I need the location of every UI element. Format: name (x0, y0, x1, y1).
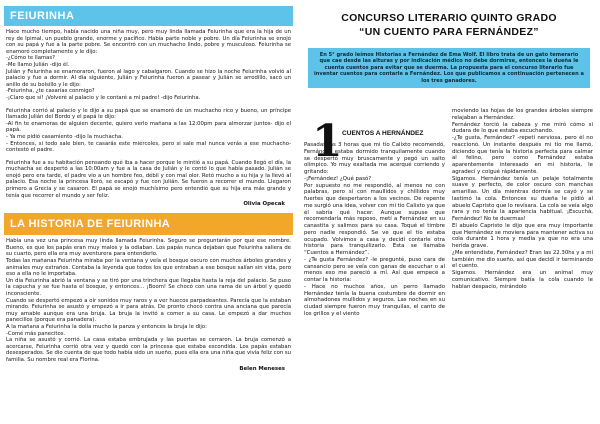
paragraph: Feiurinha fue a su habitación pensando qué iba a hacer porque le mintió a su papá. Cuando llegó el día, la muchacha se despertó a las 10:00am y fue a la casa de Julián y le contó lo que había pasado. Julián se enojó pero era tarde, el padre vio a un hombre feo, débil y con mal olor. Retó mucho a su hija y la llevó al palacio. Esa noche la princesa lloró, se escapó y fue con Julián. Se fueron a recorrer el mundo. Llegaron primero a Grecia y se casaron. El papá se enojó muchísimo pero entendió que su hija era más grande y tenía que recorrer el mundo y ser feliz. (6, 159, 291, 199)
right-column (302, 6, 596, 420)
paragraph: Fernández torció la cabeza y me miró cómo si dudara de lo que estaba escuchando. (452, 121, 593, 135)
story-column-a (304, 142, 445, 318)
paragraph: Había una vez una princesa muy linda llamada Feiurinha. Seguro se preguntarán por qué ese nombre. Bueno, es que los papás eran muy malos y la odiaban. Los papás nunca dejaban que Feiurinha saliera de su cuarto, pero ella era muy aventurera para entenderlo. (6, 238, 291, 258)
paragraph: - Hace no muchos años, un perro llamado Hernández tenía la buena costumbre de dormir en almohadones mullidos y seguros. Las noches en su ciudad siempre fueron muy tranquilas, el canto de los grillos y el viento (304, 283, 445, 317)
paragraph: -¡Claro que sí! ¡Volveré al palacio y le contaré a mi padre! -dijo Feiurinha. (6, 94, 201, 101)
paragraph: Todas las mañanas Feiurinha miraba por la ventana y veía el bosque oscuro con muchos árboles grandes y animales muy extraños. Contaba la leyenda que todos los que entraban a ese bosque salían sin vida, pero eso a ella no le importaba. (6, 258, 291, 278)
intro-box: En 5° grado leímos Historias a Fernández de Ema Wolf. El libro trata de un gato temerario que cae desde las alturas y por indicación médico no debe dormirse, entonces la dueña le cuenta cuentos para evitar que se duerma. La propuesta para el concurso literario fue inventar cuentos para contarle a Fernández. Los que publicamos a continuación pertenecen a los tres ganadores. (308, 48, 590, 88)
paragraph: -Me llamo Julián -dijo él. (6, 61, 70, 68)
feiurinha-story (4, 29, 293, 199)
contest-title: CONCURSO LITERARIO QUINTO GRADO (341, 12, 557, 24)
paragraph: Feiurinha corrió al palacio y le dijo a su papá que se enamoró de un muchacho rico y bueno, un príncipe llamado Julián del Bordo y el papá le dijo: (6, 107, 291, 121)
signature-olivia: Olivia Opecak (243, 201, 285, 208)
paragraph: Julián y Feiurinha se enamoraron, fueron al lago y cabalgaron. Cuando se hizo la noche Feiurinha volvió al palacio y fue a dormir. Al día siguiente, Julián y Feiurinha fueron a pasear y Julián se arrodilló, sacó un anillo de su bolsillo y le dijo: (6, 68, 291, 88)
paragraph: Hace mucho tiempo, había nacido una niña muy, pero muy linda llamada Feiurinha que era la hija de un rey de Ipimal, un pueblo grande, enorme y pacífico. Había parte noble y pobre. Un día Feiurinha se enojó con su papá y fue a la parte pobre. Se encontró con un muchacho lindo, pobre y musculoso. Feiurinha se enamoró completamente y le dijo: (6, 29, 291, 55)
story-title: CUENTOS A HERNÁNDEZ (342, 130, 424, 137)
paragraph: - Entonces, si todo sale bien, te casarás este miércoles, pero si sale mal nunca verás a ese muchacho- contestó el padre. (6, 140, 291, 154)
paragraph: -Feiurinha, ¿te casarías conmigo? (6, 88, 95, 95)
contest-header (302, 12, 596, 38)
contest-subtitle: “UN CUENTO PARA FERNÁNDEZ” (359, 26, 539, 38)
historia-story (4, 238, 293, 363)
left-column (4, 6, 293, 420)
historia-feiurinha-title: LA HISTORIA DE FEIURINHA (4, 213, 293, 235)
paragraph: ¿Me entendiste, Fernández? Eran las 22.30hs y a mí también me dio sueño, así que decidí ir terminando el cuento. (452, 249, 593, 270)
paragraph: - ¿Te gusta Fernández? -le pregunté, puso cara de cansancio pero se veía con ganas de escuchar o al menos eso me pareció a mí. Así que empecé a contar la historia: (304, 256, 445, 283)
paragraph: Cuando se despertó empezó a oír sonidos muy raros y a ver huecos parpadeantes. Parecía que la estaban mirando. Feiurinha se asustó y empezó a ir para atrás. De pronto chocó contra una anciana que parecía muy amable aunque era una bruja. La bruja la invitó a comer a su casa. Le empezó a dar muchos panecillos (porque era panadera). (6, 297, 291, 324)
paragraph: -Comé más panecitos. (6, 330, 66, 337)
paragraph: Un día Feiurinha abrió la ventana y se tiró por una trinchera que llegaba hasta la reja del palacio. Se puso la capucha y se fue hasta el bosque, y entonces... ¡Boom! Se chocó con una rama de un árbol y quedó inconsciente. (6, 277, 291, 297)
paragraph: Por supuesto no me respondió, al menos no con palabras, pero sí con maullidos y chillidos muy fuertes que despertaron a los vecinos. De repente me surgió una idea, volver con mi tío Calixto ya que él sabría qué hacer. Aunque supuse que recomendaría más reposo, metí a Fernández en su canastita y salimos para su casa. Toqué el timbre pero nadie respondió. Se ve que el tío estaba ocupado. Volvimos a casa y decidí contarle otra historia para tranquilizarlo. Esta se llamaba “Cuentos a Hernández”. (304, 182, 446, 256)
paragraph: Sigamos. Hernández tenía un pelaje totalmente suave y perfecto, de color oscuro con manchas amarillas. Un día mientras dormía se cayó y se lastimó la cola. Entonces su dueña le pidió al abuelo Capristo que lo revisara. La cola se veía algo rara y no tenía la apariencia habitual. ¡Escuchá, Fernández! No te duermas! (452, 175, 593, 222)
paragraph: moviendo las hojas de los grandes árboles siempre relajaban a Hernández. (452, 108, 593, 121)
paragraph: -Al fin te enamoras de alguien decente, quiero verlo mañana a las 12:00pm para almorzar juntos- dijo el papá. (6, 120, 291, 134)
story-number: 1 (312, 116, 343, 167)
paragraph: - Ya me pidió casamiento -dijo la muchacha. (6, 133, 123, 140)
paragraph: -¿Te gusta, Fernández? -repetí nerviosa, pero él no reaccionó. Un instante después mi tío me llamó, diciendo que tenía la historia perfecta para calmar al felino, pero como Fernández estaba aparentemente interesado en mi historia, le agradecí y colgué rápidamente. (452, 135, 593, 175)
signature-belen: Belen Meneses (239, 365, 285, 372)
paragraph: Sigamos. Hernández era un animal muy comunicativo. Siempre batía la cola cuando le hablan despacio, mirándolo (452, 270, 593, 290)
story-column-b (452, 108, 593, 290)
paragraph: -¡Fernández! ¿Qué pasó? (304, 175, 372, 182)
paragraph: Pasadas las 3 horas que mi tío Calixto recomendó, Fernández estaba dormido tranquilamente cuando se despertó muy bruscamente y pegó un salto olímpico. Yo muy exaltada me acerqué corriendo y gritando: (304, 142, 445, 175)
feiurinha-title: FEIURINHA (4, 6, 293, 26)
paragraph: -¿Cómo te llamas? (6, 55, 55, 62)
paragraph: A la mañana a Feiurinha la dolía mucho la panza y entonces la bruja le dijo: (6, 323, 207, 330)
paragraph: El abuelo Capristo le dijo que era muy importante que Hernández se moviera para mantener activa su cola durante 1 hora y media ya que no era una herida grave. (452, 222, 593, 249)
paragraph: La niña se asustó y corrió. La casa estaba embrujada y las puertas se cerraron. La bruja comenzó a acercarse, Feiurinha corrió otra vez y quedó con la princesa que estaba escondida. Los papás estaban desesperados. Se dio cuenta de que todo había sido un sueño, pues ella era una niña que vivía feliz con su familia. Su nombre real era Florina. (6, 337, 291, 363)
